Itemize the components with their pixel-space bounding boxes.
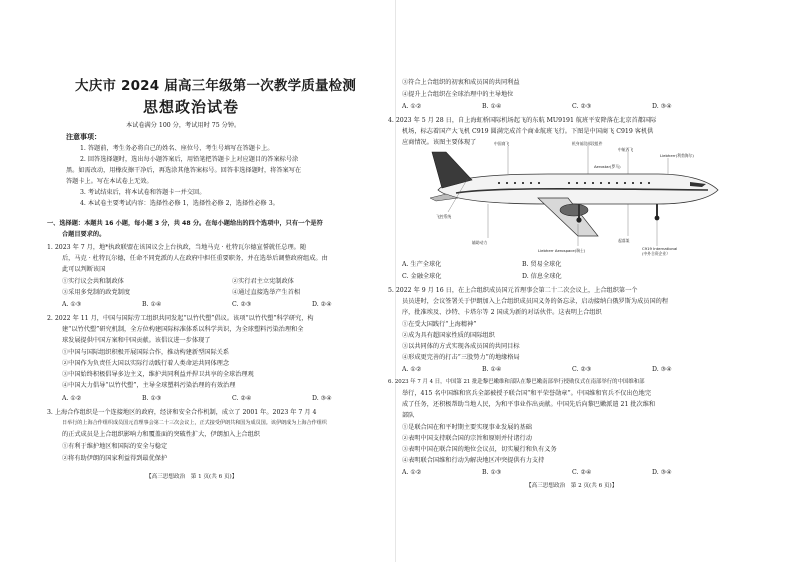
q6-option: ③表明中国在联合国的地位会议员，切实履行和负有义务 — [402, 446, 557, 453]
q3-option: ④提升上合组织在全球治理中的主导地位 — [402, 91, 514, 98]
q5-answer: D. ③④ — [652, 366, 672, 373]
notes-line: 4. 本试卷主要考试内容：选择性必修 1，选择性必修 2，选择性必修 3。 — [80, 200, 279, 207]
q5-option: ①在受大国践行“上海精神” — [402, 321, 477, 328]
diagram-label: 飞控系统 — [436, 214, 452, 219]
c919-supplier-diagram — [428, 138, 728, 256]
q1-answer: B. ①④ — [142, 301, 162, 308]
q6-option: ①是联合国在和平时期主要实现事业发展的基础 — [402, 424, 532, 431]
q1-option: ④通过直接选举产生首相 — [232, 289, 301, 296]
q4-answer: B. 贸易全球化 — [522, 261, 562, 268]
q2-option: ④中国大力倡导“以竹代塑”，主导全球塑料污染治理的有效治理 — [62, 382, 236, 389]
q5-option: ③以共同体的方式实现各成员国的共同目标 — [402, 343, 520, 350]
section-heading: 一、选择题：本题共 16 小题，每小题 3 分，共 48 分。在每小题给出的四个选项中，只有一个是符 — [47, 220, 323, 227]
q1-answer: C. ②③ — [232, 301, 252, 308]
section-heading-cont: 合题目要求的。 — [62, 231, 106, 238]
q3-stem: 日举行的上海合作组织成员国元首理事会第二十三次会议上，正式接受伊朗共和国为成员国。该伊朗成为上海合作组织 — [62, 420, 327, 426]
q6-stem: 6. 2023 年 7 月 4 日，中国第 21 批赴黎巴嫩维和部队在黎巴嫩南部举行授勋仪式在南部举行的中国维和部 — [388, 379, 645, 385]
diagram-label: 起落架 — [618, 238, 630, 243]
notes-line: 2. 回答选择题时，选出每小题答案后，用铅笔把答题卡上对应题目的答案标号涂 — [80, 156, 299, 163]
q5-stem: 员员进时，会议签署关于伊朗加入上合组织成员国义务的备忘录，启动接纳白俄罗斯为成员国的程 — [402, 298, 669, 305]
diagram-label: Aerostar(罗马) — [594, 164, 621, 169]
q5-answer: B. ①④ — [482, 366, 502, 373]
notes-line: 答题卡上。写在本试卷上无效。 — [66, 178, 153, 185]
c919-airplane-figure — [428, 138, 728, 256]
q4-stem: 4. 2023 年 5 月 28 日，自上海虹桥国际机场起飞的东航 MU9191 航班平安降落在北京首都国际 — [388, 117, 657, 124]
notes-line: 黑。如需改动，用橡皮擦干净后，再选涂其他答案标号。回答非选择题时，将答案写在 — [66, 167, 302, 174]
q1-option: ③采用多党制的政党制度 — [62, 289, 131, 296]
q2-answer: B. ①③ — [142, 395, 162, 402]
q1-stem: 此可以判断该国 — [62, 266, 106, 273]
diagram-label: Liebherr(利勃海尔) — [660, 153, 694, 158]
q4-stem: 应商情况。该图主要体现了 — [402, 139, 477, 146]
diagram-label: 机身前段部段组件 — [572, 141, 603, 146]
q4-answer: D. 信息全球化 — [522, 273, 562, 280]
q6-option: ④表明联合国维和行动为解决地区冲突提供有力支持 — [402, 457, 545, 464]
score-info: 本试卷满分 100 分，考试用时 75 分钟。 — [126, 122, 241, 129]
q2-stem: 2. 2022 年 11 月，中国与国际劳工组织共同发起“以竹代塑”倡议。该项“以竹代塑”科学研究，构 — [47, 315, 314, 322]
notes-line: 1. 答题前，考生务必将自己的姓名、座位号、考生号填写在答题卡上。 — [80, 145, 274, 152]
q3-answer: B. ①④ — [482, 103, 502, 110]
q2-stem: 建“以竹代塑”研究机制，全方位构建国际标准体系以科学共识，为全球塑料污染治理和全 — [62, 326, 304, 333]
page-footer: 【高三思想政治 第 1 页(共 6 页)】 — [146, 474, 238, 480]
q6-answer: C. ②④ — [572, 469, 592, 476]
notes-line: 3. 考试结束后，将本试卷和答题卡一并交回。 — [80, 189, 206, 196]
page-footer: 【高三思想政治 第 2 页(共 6 页)】 — [526, 483, 618, 489]
diagram-label: Liebherr Aerospace(瑞士) — [538, 248, 586, 253]
q6-answer: A. ①② — [402, 469, 422, 476]
notes-heading: 注意事项： — [66, 133, 101, 141]
q3-option: ①有利于维护地区和国际的安全与稳定 — [62, 443, 168, 450]
q6-stem: 举行，415 名中国维和官兵全部被授予联合国“和平荣誉勋章”。中国维和官兵不仅出色地完 — [402, 390, 652, 397]
q6-answer: D. ③④ — [652, 469, 672, 476]
q4-stem: 机场，标志着国产大飞机 C919 圆满完成首个商业航班飞行。下图是中国商飞 C919 客机供 — [402, 128, 654, 135]
q3-stem: 的正式成员是上合组织影响力和覆盖面的突破性扩大，伊朗加入上合组织 — [62, 431, 260, 438]
diagram-label: 中航西飞 — [618, 147, 634, 152]
q3-stem: 3. 上海合作组织是一个连接地区的政府，经济和安全合作机制，成立了 2001 年。2023 年 7 月 4 — [47, 409, 317, 416]
q2-option: ①中国与国际组织积极开展国际合作，推动构建新型国际关系 — [62, 349, 230, 356]
q6-option: ②表明中国支持联合国的宗旨和原则并付诸行动 — [402, 435, 532, 442]
q2-option: ②中国作为负责任大国以实际行动践行着人类命运共同体理念 — [62, 360, 230, 367]
diagram-label: (中外合资企业） — [642, 251, 671, 256]
q2-option: ③中国始终积极倡导多边主义，维护共同利益并捍卫共享的全球治理观 — [62, 371, 254, 378]
q6-stem: 成了任务，还积极帮助当地人民，为和平事业作出贡献。中国先后向黎巴嫩派遣 21 批次维和 — [402, 401, 656, 408]
q2-stem: 球发展提供中国方案和中国贡献。该倡议进一步体现了 — [62, 337, 211, 344]
q3-answer: C. ②③ — [572, 103, 592, 110]
q4-answer: C. 金融全球化 — [402, 273, 442, 280]
q5-stem: 5. 2022 年 9 月 16 日，在上合组织成员国元首理事会第二十二次会议上，上合组织第一个 — [388, 287, 638, 294]
q5-option: ②成为具有超国家性质的国际组织 — [402, 332, 495, 339]
diagram-label: C919 International — [642, 246, 678, 251]
q6-answer: B. ①③ — [482, 469, 502, 476]
q3-option: ②将有助伊朗的国家利益得到最优保护 — [62, 455, 168, 462]
q2-answer: A. ①② — [62, 395, 82, 402]
q6-stem: 部队 — [402, 412, 415, 419]
exam-title: 大庆市 2024 届高三年级第一次教学质量检测 — [75, 78, 357, 94]
q2-answer: C. ②④ — [232, 395, 252, 402]
q5-option: ④形成更完善的打击“三股势力”的地缘格局 — [402, 354, 520, 361]
q5-stem: 序，批准埃及、沙特、卡塔尔等 2 国成为新的对话伙伴。这表明上合组织 — [402, 309, 602, 316]
q1-answer: A. ①③ — [62, 301, 82, 308]
page-divider — [395, 0, 396, 562]
q1-answer: D. ②④ — [312, 301, 332, 308]
q3-answer: A. ①② — [402, 103, 422, 110]
q3-option: ③符合上合组织的初衷和成员国的共同利益 — [402, 79, 520, 86]
q3-answer: D. ③④ — [652, 103, 672, 110]
exam-subject-title: 思想政治试卷 — [143, 98, 240, 116]
diagram-label: 辅助动力 — [472, 240, 488, 245]
q1-option: ①实行议会共和制政体 — [62, 278, 124, 285]
q5-answer: A. ①② — [402, 366, 422, 373]
q1-stem: 后，马克 · 杜特瓦尔德，任命不同党派的人在政府中担任重要职务，并在选举后调整政府组成。由 — [62, 255, 328, 262]
q1-option: ②实行君主立宪制政体 — [232, 278, 294, 285]
q2-answer: D. ③④ — [312, 395, 332, 402]
q4-answer: A. 生产全球化 — [402, 261, 442, 268]
q5-answer: C. ②③ — [572, 366, 592, 373]
diagram-label: 中国商飞 — [494, 141, 510, 146]
q1-stem: 1. 2023 年 7 月，地*执政联盟在该国议会上台执政，当地马克 · 杜特瓦尔德宣誓就任总理。随 — [47, 244, 307, 251]
